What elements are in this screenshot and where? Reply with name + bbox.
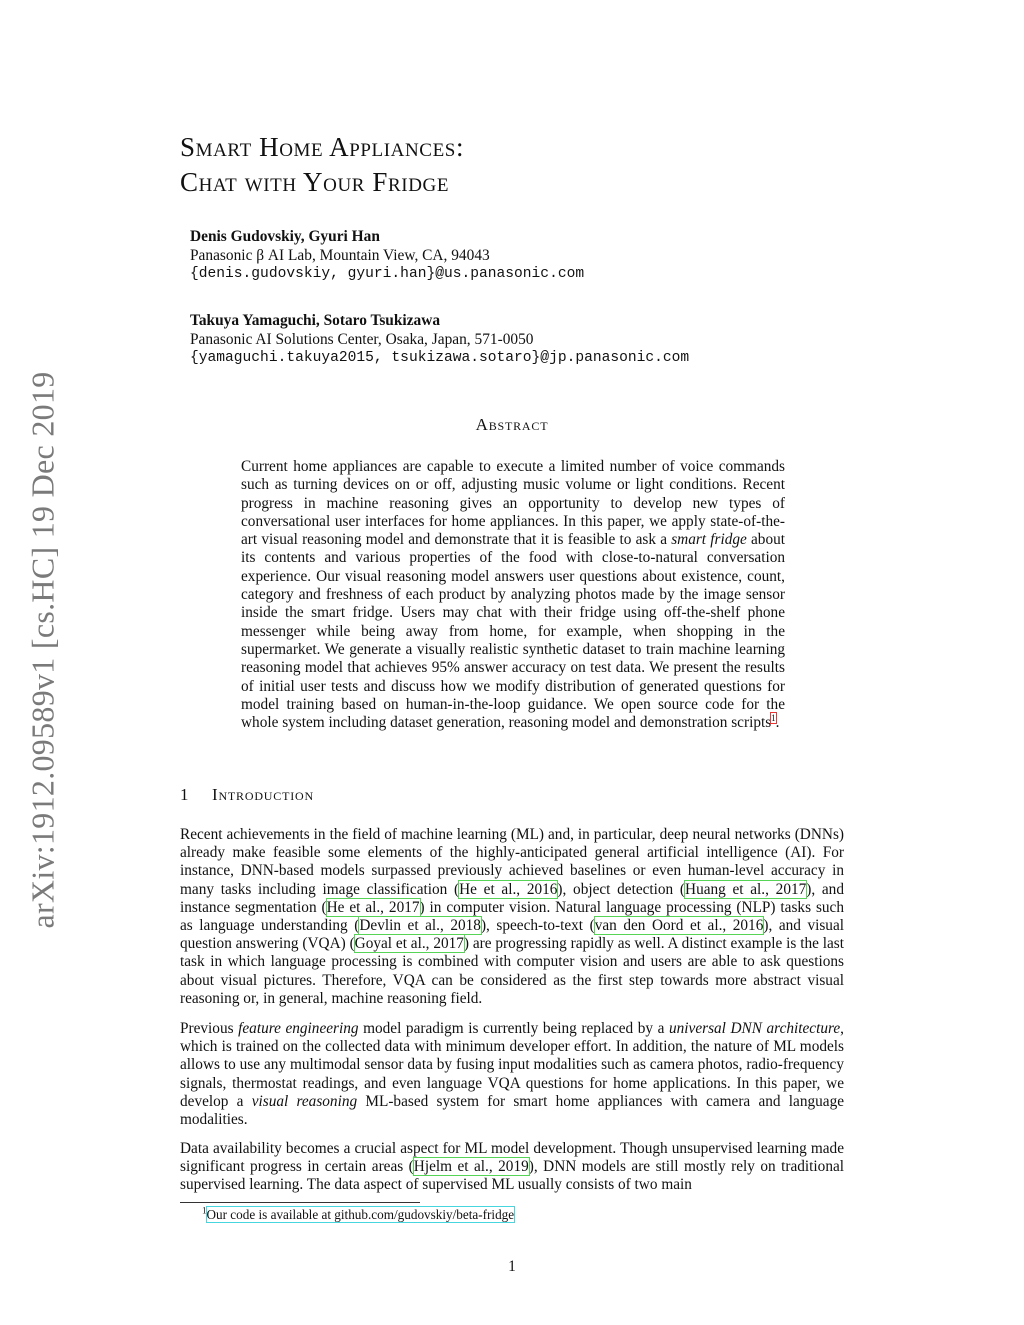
- citation-link[interactable]: Devlin et al., 2018: [359, 917, 481, 935]
- arxiv-id-text: arXiv:1912.09589v1 [cs.HC] 19 Dec 2019: [24, 371, 61, 929]
- abstract-body: [241, 458, 785, 732]
- para-text: ) in computer vision. Natural language processing (NLP) tasks such as language understanding (: [180, 898, 844, 935]
- para-italic: visual reasoning: [251, 1092, 358, 1110]
- author-names: Takuya Yamaguchi, Sotaro Tsukizawa: [190, 312, 441, 329]
- author-names: Denis Gudovskiy, Gyuri Han: [190, 228, 380, 245]
- abstract-text-1: Current home appliances are capable to execute a limited number of voice commands such as turning devices on or off, adjusting music volume or light conditions. Recent progress in machine reasoning gives an opportunity to develop new types of conversational user interfaces for home appliances. In this paper, we apply state-of-the-art visual reasoning model and demonstrate that it is feasible to ask a: [241, 458, 785, 549]
- para-text: ), and instance segmentation (: [180, 880, 844, 916]
- section-heading: [180, 785, 314, 805]
- intro-paragraph-3: [180, 1140, 844, 1195]
- para-text: Recent achievements in the field of machine learning (ML) and, in particular, deep neural networks (DNNs) already make feasible some elements of the highly-anticipated general artificial intelligence (AI). For instance, DNN-based models surpassed previously achieved baselines or even human-level accuracy in many tasks including image classification (: [180, 826, 844, 898]
- author-affiliation: Panasonic AI Solutions Center, Osaka, Japan, 571-0050: [190, 330, 534, 348]
- intro-paragraph-2: [180, 1020, 844, 1129]
- para-text: Data availability becomes a crucial aspect for ML model development. Though unsupervised learning made significant progress in certain areas (: [180, 1140, 844, 1176]
- footnote-rule: [180, 1202, 420, 1203]
- arxiv-identifier: [24, 350, 61, 950]
- title-line-1: Smart Home Appliances:: [180, 132, 465, 162]
- para-text: ), object detection (: [557, 880, 686, 898]
- intro-paragraph-1: [180, 826, 844, 1008]
- citation-link[interactable]: Huang et al., 2017: [685, 880, 807, 898]
- author-block-2: [190, 312, 689, 368]
- para-text: ML-based system for smart home appliances with camera and language modalities.: [180, 1092, 845, 1129]
- para-text: ), DNN models are still mostly rely on traditional supervised learning. The data aspect of supervised ML usually consists of two main: [180, 1158, 845, 1194]
- citation-link[interactable]: van den Oord et al., 2016: [594, 917, 764, 935]
- abstract-heading: Abstract: [475, 415, 549, 434]
- abstract-text-2: about its contents and various properties of the food with close-to-natural conversation experience. Our visual reasoning model answers user questions about existence, count, category and freshness of each product by analyzing photos made by the image sensor inside the smart fridge. Users may chat with their fridge using off-the-shelf phone messenger while being away from home, for example, when shopping in the supermarket. We generate a visually realistic synthetic dataset to train machine learning reasoning model that achieves 95% answer accuracy on test data. We present the results of initial user tests and discuss how we modify distribution of generated questions for model training based on human-in-the-loop guidance. We open source code for the whole system including dataset generation, reasoning model and demonstration scripts: [241, 531, 786, 732]
- citation-link[interactable]: He et al., 2016: [459, 880, 558, 898]
- para-text: Previous: [180, 1020, 239, 1037]
- author-emails: {denis.gudovskiy, gyuri.han}@us.panasonic.com: [190, 266, 585, 282]
- abstract-italic: smart fridge: [671, 531, 747, 549]
- author-block-1: [190, 228, 584, 284]
- para-italic: universal DNN architecture: [669, 1020, 841, 1037]
- footnote: [202, 1207, 514, 1223]
- section-number: 1: [180, 785, 190, 804]
- footnote-url-link[interactable]: Our code is available at github.com/gudovskiy/beta-fridge: [206, 1207, 515, 1222]
- citation-link[interactable]: Goyal et al., 2017: [354, 935, 464, 953]
- citation-link[interactable]: He et al., 2017: [326, 898, 420, 916]
- citation-link[interactable]: Hjelm et al., 2019: [413, 1158, 529, 1176]
- para-italic: feature engineering: [238, 1020, 359, 1037]
- para-text: ), speech-to-text (: [480, 917, 595, 935]
- footnote-mark: 1: [202, 1205, 207, 1216]
- para-text: model paradigm is currently being replaced by a: [358, 1020, 669, 1037]
- para-text: ) are progressing rapidly as well. A distinct example is the last task in which language processing is combined with computer vision and users are able to ask questions about visual pictures. Therefore, VQA can be considered as the first step towards more abstract visual reasoning or, in general, machine reasoning field.: [180, 935, 844, 1007]
- page-number: 1: [508, 1258, 516, 1275]
- section-title: Introduction: [212, 785, 314, 804]
- author-affiliation: Panasonic β AI Lab, Mountain View, CA, 94043: [190, 246, 490, 264]
- paper-title: [180, 130, 464, 200]
- title-line-2: Chat with Your Fridge: [180, 167, 450, 197]
- para-text: ), and visual question answering (VQA) (: [180, 917, 844, 953]
- abstract-end: .: [775, 714, 780, 732]
- author-emails: {yamaguchi.takuya2015, tsukizawa.sotaro}@jp.panasonic.com: [190, 350, 690, 366]
- para-text: , which is trained on the collected data with minimum developer effort. In addition, the nature of ML models allows to use any multimodal sensor data by fusing input modalities such as camera photos, radio-frequency signals, thermostat readings, and even language VQA questions for home applications. In this paper, we develop a: [180, 1020, 844, 1110]
- footnote-link[interactable]: 1: [771, 713, 776, 724]
